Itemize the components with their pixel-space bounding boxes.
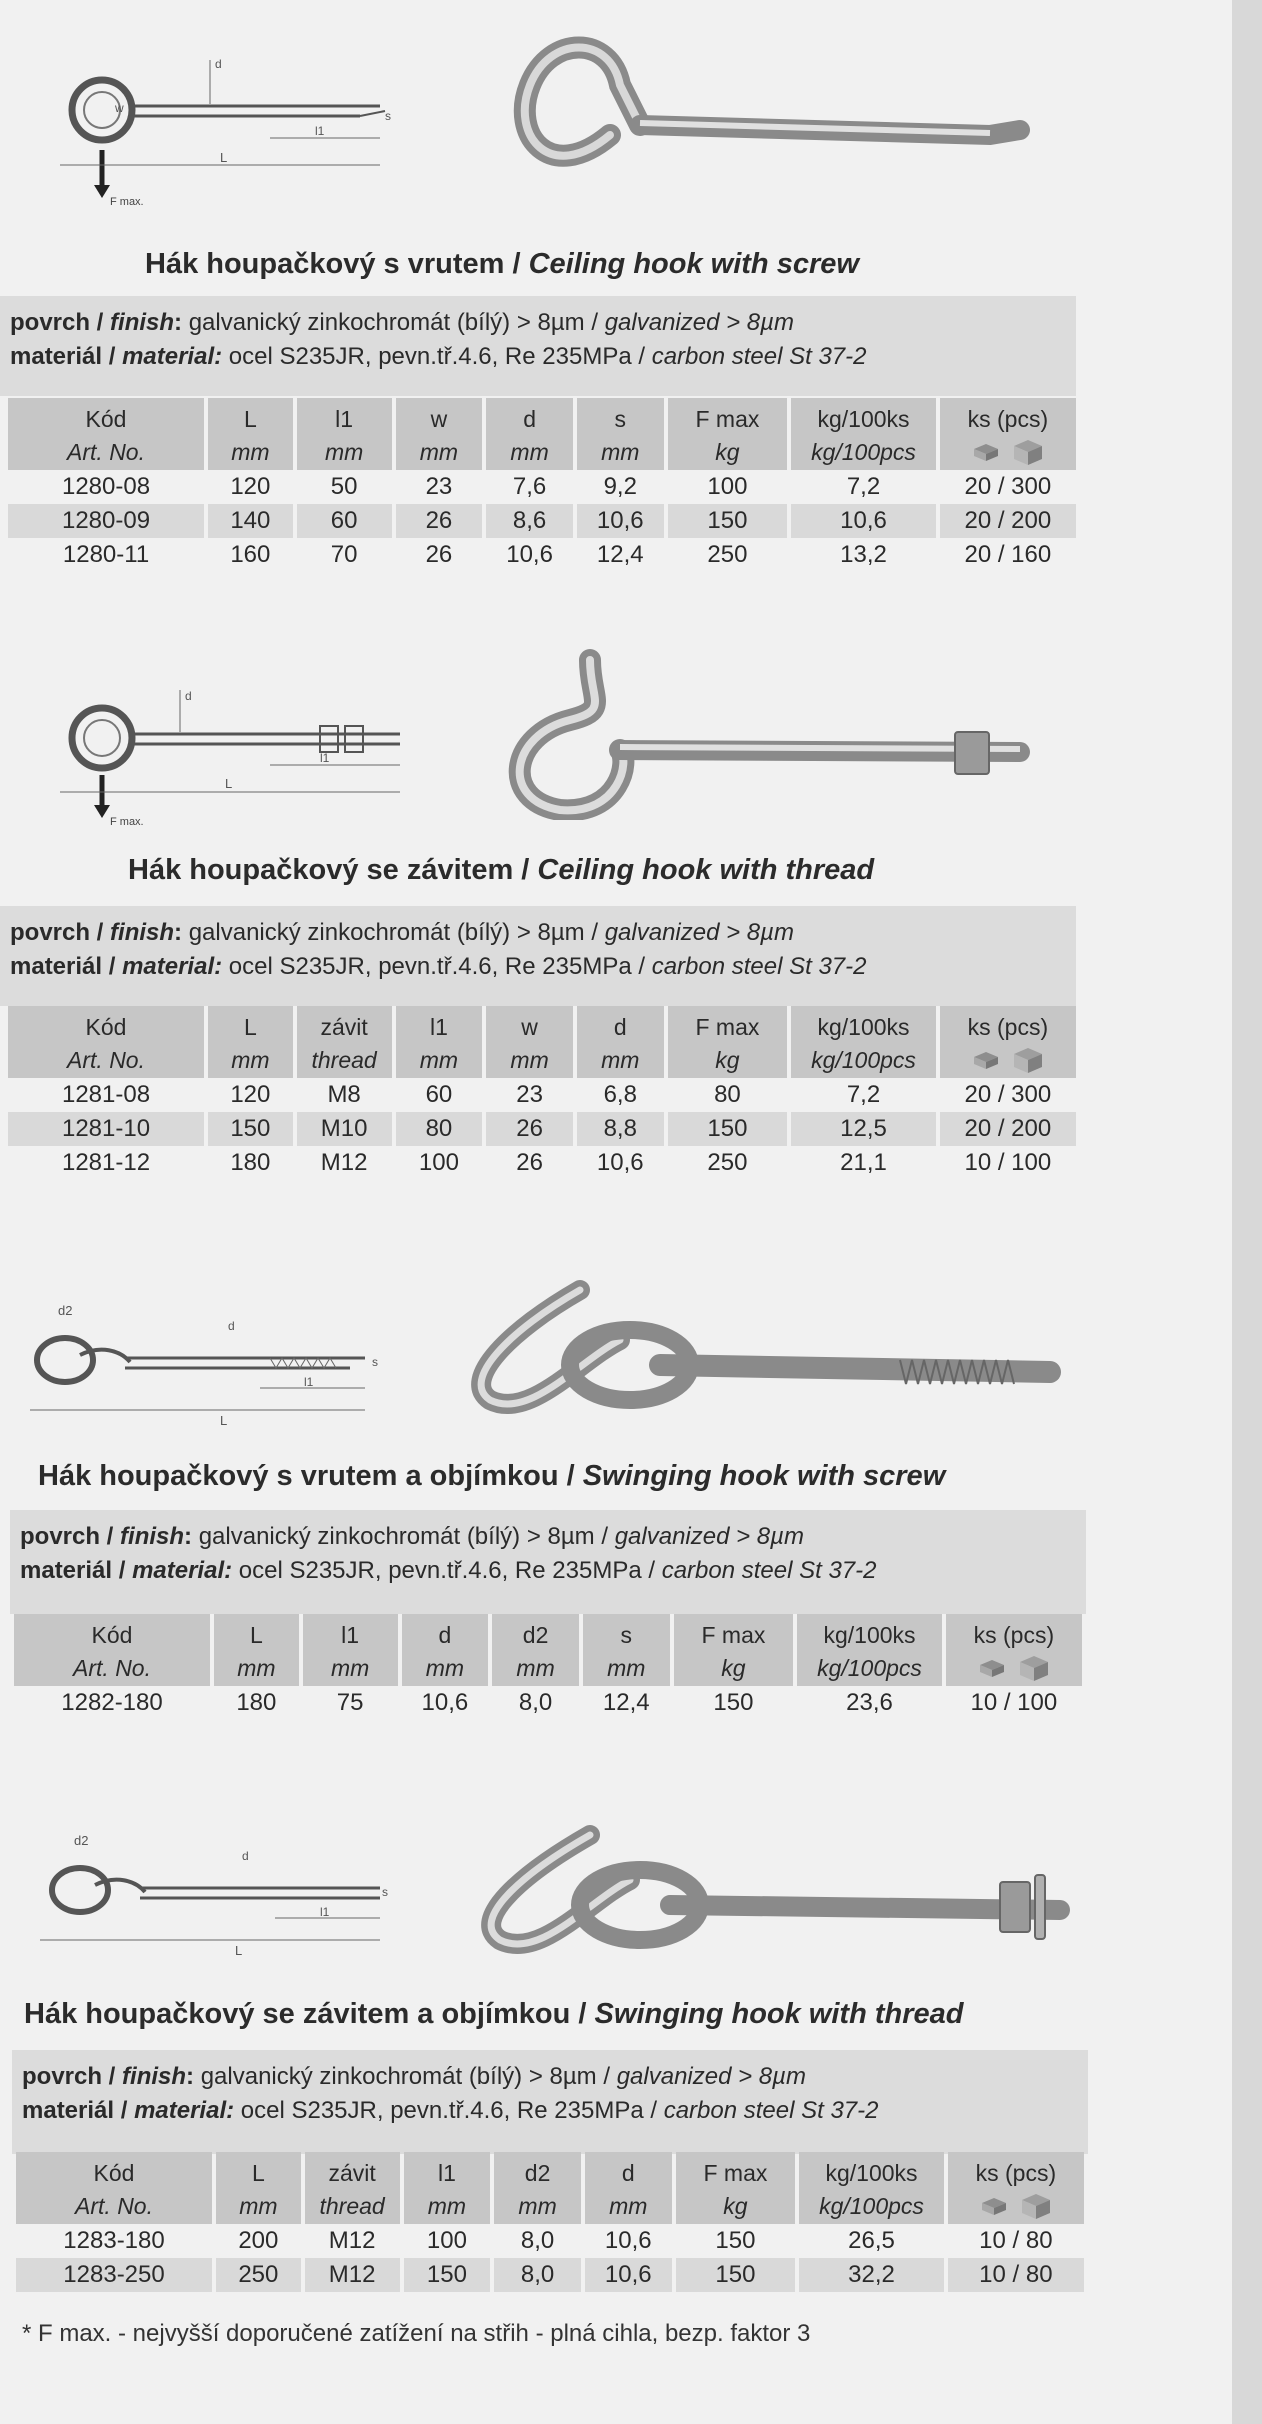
material-label-en: material: — [134, 2097, 235, 2124]
title-en: Ceiling hook with screw — [528, 248, 859, 280]
material-value-en: carbon steel St 37-2 — [663, 2097, 879, 2124]
table-cell: 26 — [516, 1149, 543, 1176]
table-cell: 9,2 — [603, 473, 637, 500]
table-cell: 8,0 — [494, 2258, 581, 2292]
table-row — [16, 2258, 1084, 2292]
table-cell: 21,1 — [840, 1149, 887, 1176]
column-unit: kg/100pcs — [791, 1044, 935, 1078]
column-header: s — [583, 1614, 670, 1652]
finish-label: povrch / — [22, 2063, 116, 2090]
column-header: w — [396, 398, 483, 436]
label-d: d — [215, 57, 222, 71]
label-s: s — [382, 1885, 388, 1899]
table-cell: 10,6 — [506, 541, 553, 568]
article-number-cell: 1283-250 — [16, 2258, 212, 2292]
product-photo-swinging-hook-thread — [440, 1820, 1080, 1970]
finish-value: galvanický zinkochromát (bílý) > 8µm / — [188, 309, 599, 336]
table-cell: 6,8 — [603, 1081, 637, 1108]
column-header: ks (pcs) — [940, 398, 1076, 436]
table-cell: 12,4 — [596, 541, 644, 568]
column-unit: mm — [208, 436, 293, 470]
table-cell: 160 — [230, 541, 271, 568]
column-unit: kg — [674, 1652, 794, 1686]
product-title — [24, 1998, 963, 2031]
info-band — [0, 906, 1076, 1006]
table-cell: 10,6 — [596, 1149, 644, 1176]
column-header: s — [577, 398, 664, 436]
column-header: l1 — [396, 1006, 483, 1044]
table-cell: 32,2 — [799, 2258, 943, 2292]
label-d: d — [185, 689, 192, 703]
finish-label-en: finish — [120, 1523, 185, 1550]
table-cell: 23 — [425, 473, 453, 500]
material-value-en: carbon steel St 37-2 — [651, 953, 867, 980]
column-header: l1 — [297, 398, 392, 436]
table-cell: 10,6 — [577, 504, 664, 538]
table-cell: 20 / 160 — [964, 541, 1052, 568]
table-cell: 150 — [715, 2227, 756, 2254]
label-s: s — [385, 109, 391, 123]
table-cell: 80 — [714, 1081, 741, 1108]
column-header: d2 — [492, 1614, 579, 1652]
column-unit: mm — [404, 2190, 491, 2224]
finish-value: galvanický zinkochromát (bílý) > 8µm / — [198, 1523, 609, 1550]
label-d: d — [242, 1849, 249, 1863]
table-cell: 150 — [713, 1689, 754, 1716]
table-row — [14, 1686, 1082, 1720]
large-box-icon — [1011, 1046, 1045, 1074]
column-unit: kg — [668, 1044, 788, 1078]
table-cell: 180 — [230, 1149, 271, 1176]
header-row — [8, 1006, 1076, 1044]
table-row — [8, 470, 1076, 504]
column-header: L — [216, 2152, 301, 2190]
table-cell: 13,2 — [840, 541, 887, 568]
table-row — [8, 1112, 1076, 1146]
info-band — [10, 1510, 1086, 1614]
table-cell: 250 — [707, 541, 748, 568]
title-cs: Hák houpačkový s vrutem a objímkou / — [38, 1460, 575, 1492]
finish-value: galvanický zinkochromát (bílý) > 8µm / — [188, 919, 599, 946]
title-en: Ceiling hook with thread — [537, 854, 875, 886]
table-cell: 8,6 — [486, 504, 573, 538]
table-cell: 26 — [486, 1112, 573, 1146]
small-box-icon — [971, 441, 1001, 463]
material-label: materiál / — [20, 1557, 126, 1584]
title-en: Swinging hook with thread — [594, 1998, 964, 2030]
column-header: l1 — [303, 1614, 398, 1652]
header-row — [8, 398, 1076, 436]
finish-label: povrch / — [10, 309, 104, 336]
column-header: kg/100ks — [799, 2152, 943, 2190]
footnote: * F max. - nejvyšší doporučené zatížení na střih - plná cihla, bezp. faktor 3 — [22, 2320, 811, 2347]
finish-value: galvanický zinkochromát (bílý) > 8µm / — [200, 2063, 611, 2090]
table-row — [8, 538, 1076, 572]
package-icons — [946, 1652, 1082, 1686]
article-number-cell: 1281-10 — [8, 1112, 204, 1146]
table-cell: 100 — [426, 2227, 467, 2254]
table-cell: 20 / 200 — [940, 1112, 1076, 1146]
table-cell: 7,2 — [846, 473, 881, 500]
column-unit: mm — [577, 1044, 664, 1078]
product-photo-swinging-hook-screw — [430, 1270, 1080, 1430]
column-unit: mm — [297, 436, 392, 470]
column-header: F max — [674, 1614, 794, 1652]
subheader-row — [8, 436, 1076, 470]
label-d: d — [228, 1319, 235, 1333]
column-unit: mm — [208, 1044, 293, 1078]
article-number-cell: 1280-08 — [61, 473, 151, 500]
column-header: kg/100ks — [791, 1006, 935, 1044]
page-edge — [1232, 0, 1262, 2424]
column-header: w — [486, 1006, 573, 1044]
finish-line: povrch / finish: galvanický zinkochromát (bílý) > 8µm / galvanized > 8µm — [10, 309, 794, 336]
table-cell: 7,6 — [512, 473, 547, 500]
column-unit: Art. No. — [8, 1044, 204, 1078]
technical-drawing-ceiling-hook-screw — [40, 40, 400, 215]
column-unit: mm — [494, 2190, 581, 2224]
column-unit: mm — [303, 1652, 398, 1686]
column-header: závit — [305, 2152, 400, 2190]
table-cell: 60 — [297, 504, 392, 538]
material-line — [10, 340, 1066, 374]
article-number-cell: 1283-180 — [63, 2227, 165, 2254]
table-row — [8, 1078, 1076, 1112]
table-row — [16, 2224, 1084, 2258]
column-header: L — [208, 1006, 293, 1044]
column-header: ks (pcs) — [948, 2152, 1084, 2190]
table-cell: 8,0 — [520, 2227, 555, 2254]
column-header: L — [208, 398, 293, 436]
column-header: F max — [676, 2152, 796, 2190]
table-cell: 120 — [230, 473, 271, 500]
table-cell: 12,4 — [602, 1689, 650, 1716]
table-cell: 120 — [230, 1081, 271, 1108]
package-icons — [940, 1044, 1076, 1078]
column-unit: Art. No. — [8, 436, 204, 470]
finish-line: povrch / finish: galvanický zinkochromát (bílý) > 8µm / galvanized > 8µm — [22, 2063, 806, 2090]
table-cell: 26 — [396, 504, 483, 538]
column-unit: kg — [676, 2190, 796, 2224]
title-cs: Hák houpačkový se závitem / — [128, 854, 530, 886]
material-line — [10, 950, 1066, 984]
finish-value-en: galvanized > 8µm — [614, 1523, 804, 1550]
product-photo-ceiling-hook-screw — [490, 25, 1030, 215]
table-cell: 10,6 — [791, 504, 935, 538]
technical-drawing-swinging-hook-thread — [30, 1830, 400, 1960]
table-cell: 23,6 — [846, 1689, 893, 1716]
column-header: F max — [668, 398, 788, 436]
table-cell: 10 / 100 — [970, 1689, 1058, 1716]
material-value-en: carbon steel St 37-2 — [651, 343, 867, 370]
table-cell: 100 — [707, 473, 748, 500]
table-cell: 70 — [330, 541, 358, 568]
label-L: L — [225, 776, 233, 791]
small-box-icon — [977, 1657, 1007, 1679]
column-header: závit — [297, 1006, 392, 1044]
table-cell: 60 — [425, 1081, 453, 1108]
column-header: Kód — [14, 1614, 210, 1652]
column-header: d — [402, 1614, 489, 1652]
table-cell: 23 — [516, 1081, 543, 1108]
label-l1: l1 — [320, 751, 330, 765]
material-label-en: material: — [122, 343, 223, 370]
label-d2: d2 — [58, 1303, 73, 1318]
column-unit: Art. No. — [16, 2190, 212, 2224]
column-header: kg/100ks — [791, 398, 935, 436]
column-header: Kód — [8, 1006, 204, 1044]
column-unit: thread — [297, 1044, 392, 1078]
table-cell: 150 — [404, 2258, 491, 2292]
label-L: L — [220, 1413, 228, 1428]
table-cell: 50 — [330, 473, 358, 500]
material-value: ocel S235JR, pevn.tř.4.6, Re 235MPa / — [238, 1557, 656, 1584]
column-header: d — [577, 1006, 664, 1044]
finish-value-en: galvanized > 8µm — [604, 309, 794, 336]
material-value: ocel S235JR, pevn.tř.4.6, Re 235MPa / — [228, 343, 646, 370]
column-header: ks (pcs) — [946, 1614, 1082, 1652]
table-cell: M12 — [305, 2258, 400, 2292]
table-cell: 80 — [396, 1112, 483, 1146]
subheader-row — [8, 1044, 1076, 1078]
column-header: d — [486, 398, 573, 436]
product-title — [128, 854, 874, 887]
table-cell: M10 — [297, 1112, 392, 1146]
column-header: L — [214, 1614, 299, 1652]
material-value-en: carbon steel St 37-2 — [661, 1557, 877, 1584]
title-cs: Hák houpačkový s vrutem / — [145, 248, 521, 280]
material-value: ocel S235JR, pevn.tř.4.6, Re 235MPa / — [240, 2097, 658, 2124]
product-title — [38, 1460, 945, 1493]
material-label-en: material: — [122, 953, 223, 980]
column-header: d — [585, 2152, 672, 2190]
column-unit: kg/100pcs — [797, 1652, 941, 1686]
article-number-cell: 1281-08 — [61, 1081, 151, 1108]
label-fmax: F max. — [110, 816, 144, 828]
spec-table — [4, 1006, 1080, 1180]
finish-label: povrch / — [20, 1523, 114, 1550]
table-cell: 140 — [208, 504, 293, 538]
spec-table — [12, 2152, 1088, 2292]
label-s: s — [372, 1355, 378, 1369]
column-unit: mm — [214, 1652, 299, 1686]
article-number-cell: 1282-180 — [61, 1689, 163, 1716]
column-header: l1 — [404, 2152, 491, 2190]
table-cell: 20 / 300 — [964, 1081, 1052, 1108]
finish-label-en: finish — [122, 2063, 187, 2090]
table-cell: 26 — [425, 541, 453, 568]
finish-value-en: galvanized > 8µm — [604, 919, 794, 946]
material-label: materiál / — [10, 953, 116, 980]
header-row — [14, 1614, 1082, 1652]
label-L: L — [220, 150, 228, 165]
table-cell: 26,5 — [848, 2227, 895, 2254]
info-band — [12, 2050, 1088, 2154]
column-unit: thread — [305, 2190, 400, 2224]
column-unit: mm — [396, 436, 483, 470]
column-unit: kg/100pcs — [791, 436, 935, 470]
column-header: ks (pcs) — [940, 1006, 1076, 1044]
large-box-icon — [1019, 2192, 1053, 2220]
column-unit: Art. No. — [14, 1652, 210, 1686]
package-icons — [940, 436, 1076, 470]
title-cs: Hák houpačkový se závitem a objímkou / — [24, 1998, 587, 2030]
material-line — [20, 1554, 1076, 1588]
subheader-row — [14, 1652, 1082, 1686]
table-cell: 8,0 — [518, 1689, 553, 1716]
column-unit: mm — [486, 436, 573, 470]
material-label-en: material: — [132, 1557, 233, 1584]
table-cell: 10,6 — [604, 2227, 652, 2254]
label-fmax: F max. — [110, 196, 144, 208]
table-cell: 100 — [418, 1149, 459, 1176]
table-cell: 200 — [238, 2227, 279, 2254]
small-box-icon — [979, 2195, 1009, 2217]
material-label: materiál / — [10, 343, 116, 370]
label-d2: d2 — [74, 1833, 89, 1848]
table-cell: 10 / 80 — [948, 2258, 1084, 2292]
header-row — [16, 2152, 1084, 2190]
column-unit: kg — [668, 436, 788, 470]
large-box-icon — [1017, 1654, 1051, 1682]
table-cell: M12 — [328, 2227, 376, 2254]
table-cell: 150 — [208, 1112, 293, 1146]
table-cell: 180 — [236, 1689, 277, 1716]
table-cell: 8,8 — [577, 1112, 664, 1146]
label-l1: l1 — [320, 1905, 330, 1919]
technical-drawing-ceiling-hook-thread — [40, 680, 420, 830]
table-cell: 250 — [216, 2258, 301, 2292]
product-title — [145, 248, 859, 281]
finish-label-en: finish — [110, 919, 175, 946]
table-cell: 10 / 80 — [979, 2227, 1053, 2254]
table-cell: 10,6 — [421, 1689, 469, 1716]
table-cell: 20 / 300 — [964, 473, 1052, 500]
table-row — [8, 504, 1076, 538]
label-l1: l1 — [315, 124, 325, 138]
spec-table — [4, 398, 1080, 572]
table-cell: M12 — [320, 1149, 368, 1176]
finish-label: povrch / — [10, 919, 104, 946]
large-box-icon — [1011, 438, 1045, 466]
info-band — [0, 296, 1076, 396]
article-number-cell: 1281-12 — [61, 1149, 151, 1176]
product-photo-ceiling-hook-thread — [480, 640, 1060, 820]
column-header: kg/100ks — [797, 1614, 941, 1652]
table-cell: 12,5 — [791, 1112, 935, 1146]
table-cell: 150 — [676, 2258, 796, 2292]
column-unit: mm — [585, 2190, 672, 2224]
column-unit: mm — [216, 2190, 301, 2224]
table-cell: 150 — [668, 1112, 788, 1146]
column-unit: mm — [577, 436, 664, 470]
article-number-cell: 1280-11 — [62, 541, 150, 568]
column-unit: mm — [583, 1652, 670, 1686]
column-unit: mm — [492, 1652, 579, 1686]
column-unit: kg/100pcs — [799, 2190, 943, 2224]
column-unit: mm — [396, 1044, 483, 1078]
finish-label-en: finish — [110, 309, 175, 336]
label-L: L — [235, 1943, 243, 1958]
material-value: ocel S235JR, pevn.tř.4.6, Re 235MPa / — [228, 953, 646, 980]
column-header: Kód — [8, 398, 204, 436]
column-unit: mm — [486, 1044, 573, 1078]
finish-line: povrch / finish: galvanický zinkochromát (bílý) > 8µm / galvanized > 8µm — [20, 1523, 804, 1550]
subheader-row — [16, 2190, 1084, 2224]
label-w: w — [115, 101, 124, 115]
small-box-icon — [971, 1049, 1001, 1071]
table-cell: 10,6 — [585, 2258, 672, 2292]
title-en: Swinging hook with screw — [582, 1460, 946, 1492]
finish-value-en: galvanized > 8µm — [616, 2063, 806, 2090]
package-icons — [948, 2190, 1084, 2224]
table-cell: 20 / 200 — [940, 504, 1076, 538]
table-cell: 150 — [668, 504, 788, 538]
table-cell: 250 — [707, 1149, 748, 1176]
column-unit: mm — [402, 1652, 489, 1686]
table-cell: 10 / 100 — [964, 1149, 1052, 1176]
table-row — [8, 1146, 1076, 1180]
column-header: Kód — [16, 2152, 212, 2190]
column-header: d2 — [494, 2152, 581, 2190]
label-l1: l1 — [304, 1375, 314, 1389]
material-line — [22, 2094, 1078, 2128]
spec-table — [10, 1614, 1086, 1720]
technical-drawing-swinging-hook-screw — [20, 1300, 390, 1430]
finish-line: povrch / finish: galvanický zinkochromát (bílý) > 8µm / galvanized > 8µm — [10, 919, 794, 946]
column-header: F max — [668, 1006, 788, 1044]
table-cell: M8 — [327, 1081, 361, 1108]
article-number-cell: 1280-09 — [8, 504, 204, 538]
table-cell: 7,2 — [846, 1081, 881, 1108]
table-cell: 75 — [336, 1689, 364, 1716]
material-label: materiál / — [22, 2097, 128, 2124]
